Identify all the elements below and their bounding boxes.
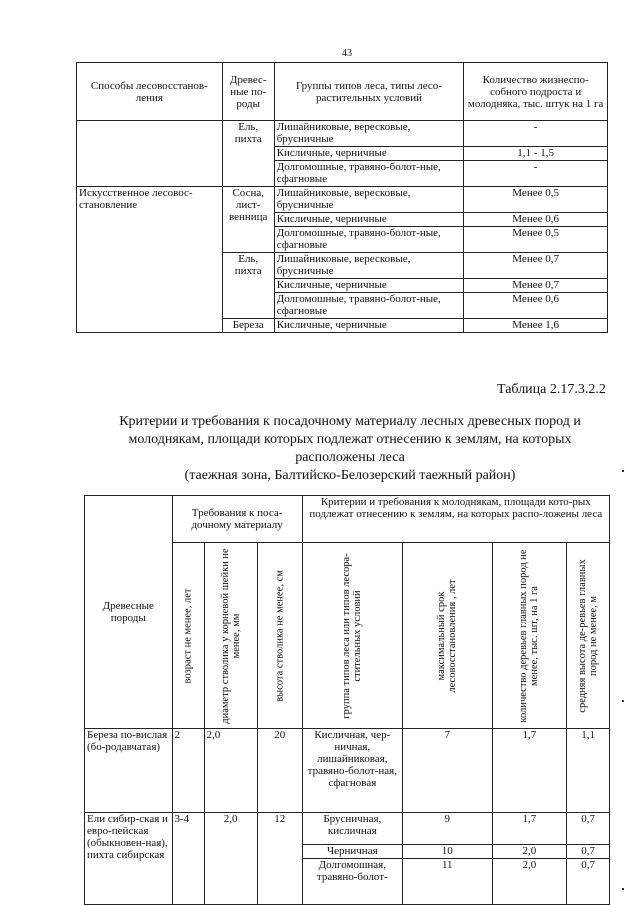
title-line: молоднякам, площади которых подлежат отнесению к землям, на которых xyxy=(128,432,572,447)
header-forest-groups: Группы типов леса, типы лесо-растительных условий xyxy=(274,63,464,121)
subheader-tree-count-label: количество деревьев главных пород не менее, тыс. шт, на 1 га xyxy=(518,548,541,723)
groups-cell: Кисличные, черничные xyxy=(274,147,464,161)
count-cell: 1,7 xyxy=(492,729,567,813)
header-young-stands: Критерии и требования к молоднякам, площади кото-рых подлежат отнесению к землям, на которых распо-ложены леса xyxy=(302,496,609,543)
value-cell: 1,1 - 1,5 xyxy=(464,147,608,161)
age-cell: 2 xyxy=(172,729,204,813)
scan-mark xyxy=(622,888,624,890)
table-header-row xyxy=(85,496,610,543)
groups-cell: Кисличные, черничные xyxy=(274,279,464,293)
subheader-avg-height-label: средняя высота де-ревьев главных пород не менее, м xyxy=(577,558,600,713)
species-cell: Береза по-вислая (бо-родавчатая) xyxy=(85,729,173,813)
species-cell: Ель, пихта xyxy=(222,121,274,187)
subheader-age-label: возраст не менее, лет xyxy=(182,588,194,683)
avg-height-cell: 1,1 xyxy=(567,729,610,813)
term-cell: 7 xyxy=(402,729,492,813)
group-cell: Черничная xyxy=(302,845,402,859)
title-line: (таежная зона, Балтийско-Белозерский таежный район) xyxy=(184,468,516,483)
section-title xyxy=(80,413,620,485)
value-cell: Менее 0,5 xyxy=(464,227,608,253)
method-cell xyxy=(77,121,223,187)
avg-height-cell: 0,7 xyxy=(567,845,610,859)
count-cell: 1,7 xyxy=(492,813,567,845)
species-cell: Сосна, лист-венница xyxy=(222,187,274,253)
method-cell: Искусственное лесовос-становление xyxy=(77,187,223,333)
count-cell: 2,0 xyxy=(492,845,567,859)
subheader-forest-group xyxy=(302,543,402,729)
subheader-age xyxy=(172,543,204,729)
page-number: 43 xyxy=(342,48,352,59)
subheader-diameter xyxy=(204,543,257,729)
table-row xyxy=(85,729,610,813)
species-cell: Береза xyxy=(222,319,274,333)
groups-cell: Лишайниковые, вересковые, брусничные xyxy=(274,121,464,147)
term-cell: 9 xyxy=(402,813,492,845)
planting-criteria-table xyxy=(84,495,610,905)
subheader-diameter-label: диаметр стволика у корневой шейки не менее, мм xyxy=(219,547,242,724)
title-line: расположены леса xyxy=(295,450,405,465)
height-cell: 20 xyxy=(257,729,302,813)
header-species: Древес-ные по-роды xyxy=(222,63,274,121)
value-cell: Менее 1,6 xyxy=(464,319,608,333)
value-cell: Менее 0,5 xyxy=(464,187,608,213)
groups-cell: Долгомошные, травяно-болот-ные, сфагновые xyxy=(274,293,464,319)
groups-cell: Кисличные, черничные xyxy=(274,319,464,333)
value-cell: Менее 0,7 xyxy=(464,279,608,293)
value-cell: - xyxy=(464,121,608,147)
subheader-max-term xyxy=(402,543,492,729)
table-header-row xyxy=(77,63,608,121)
species-cell: Ель, пихта xyxy=(222,253,274,319)
header-planting-material: Требования к поса-дочному материалу xyxy=(172,496,302,543)
height-cell: 12 xyxy=(257,813,302,905)
term-cell: 11 xyxy=(402,859,492,905)
groups-cell: Долгомошные, травяно-болот-ные, сфагновые xyxy=(274,161,464,187)
value-cell: Менее 0,6 xyxy=(464,293,608,319)
species-cell: Ели сибир-ская и евро-пейская (обыкновен-ная), пихта сибирская xyxy=(85,813,173,905)
subheader-max-term-label: максимальный срок лесовосстановления , лет xyxy=(436,578,459,693)
groups-cell: Лишайниковые, вересковые, брусничные xyxy=(274,187,464,213)
subheader-tree-count xyxy=(492,543,567,729)
value-cell: - xyxy=(464,161,608,187)
avg-height-cell: 0,7 xyxy=(567,859,610,905)
header-methods: Способы лесовосстанов-ления xyxy=(77,63,223,121)
table-row xyxy=(77,121,608,147)
value-cell: Менее 0,6 xyxy=(464,213,608,227)
forest-restoration-table xyxy=(76,62,608,333)
groups-cell: Лишайниковые, вересковые, брусничные xyxy=(274,253,464,279)
group-cell: Кисличная, чер-ничная, лишайниковая, травяно-болот-ная, сфагновая xyxy=(302,729,402,813)
diameter-cell: 2,0 xyxy=(204,729,257,813)
table-caption: Таблица 2.17.3.2.2 xyxy=(497,382,606,397)
subheader-height-label: высота стволика не менее, см xyxy=(274,569,286,702)
count-cell: 2,0 xyxy=(492,859,567,905)
diameter-cell: 2,0 xyxy=(204,813,257,905)
title-line: Критерии и требования к посадочному материалу лесных древесных пород и xyxy=(119,414,581,429)
group-cell: Брусничная, кисличная xyxy=(302,813,402,845)
scan-mark xyxy=(622,470,624,472)
table-row xyxy=(77,187,608,213)
header-quantity: Количество жизнеспо-собного подроста и молодняка, тыс. штук на 1 га xyxy=(464,63,608,121)
subheader-height xyxy=(257,543,302,729)
group-cell: Долгомошная, травяно-болот- xyxy=(302,859,402,905)
subheader-forest-group-label: группа типов леса или типов лесора-стительных условий xyxy=(341,552,364,719)
groups-cell: Долгомошные, травяно-болот-ные, сфагновые xyxy=(274,227,464,253)
groups-cell: Кисличные, черничные xyxy=(274,213,464,227)
scan-mark xyxy=(622,700,624,702)
avg-height-cell: 0,7 xyxy=(567,813,610,845)
table-row xyxy=(85,813,610,845)
header-species: Древесные породы xyxy=(85,496,173,729)
subheader-avg-height xyxy=(567,543,610,729)
age-cell: 3-4 xyxy=(172,813,204,905)
term-cell: 10 xyxy=(402,845,492,859)
value-cell: Менее 0,7 xyxy=(464,253,608,279)
